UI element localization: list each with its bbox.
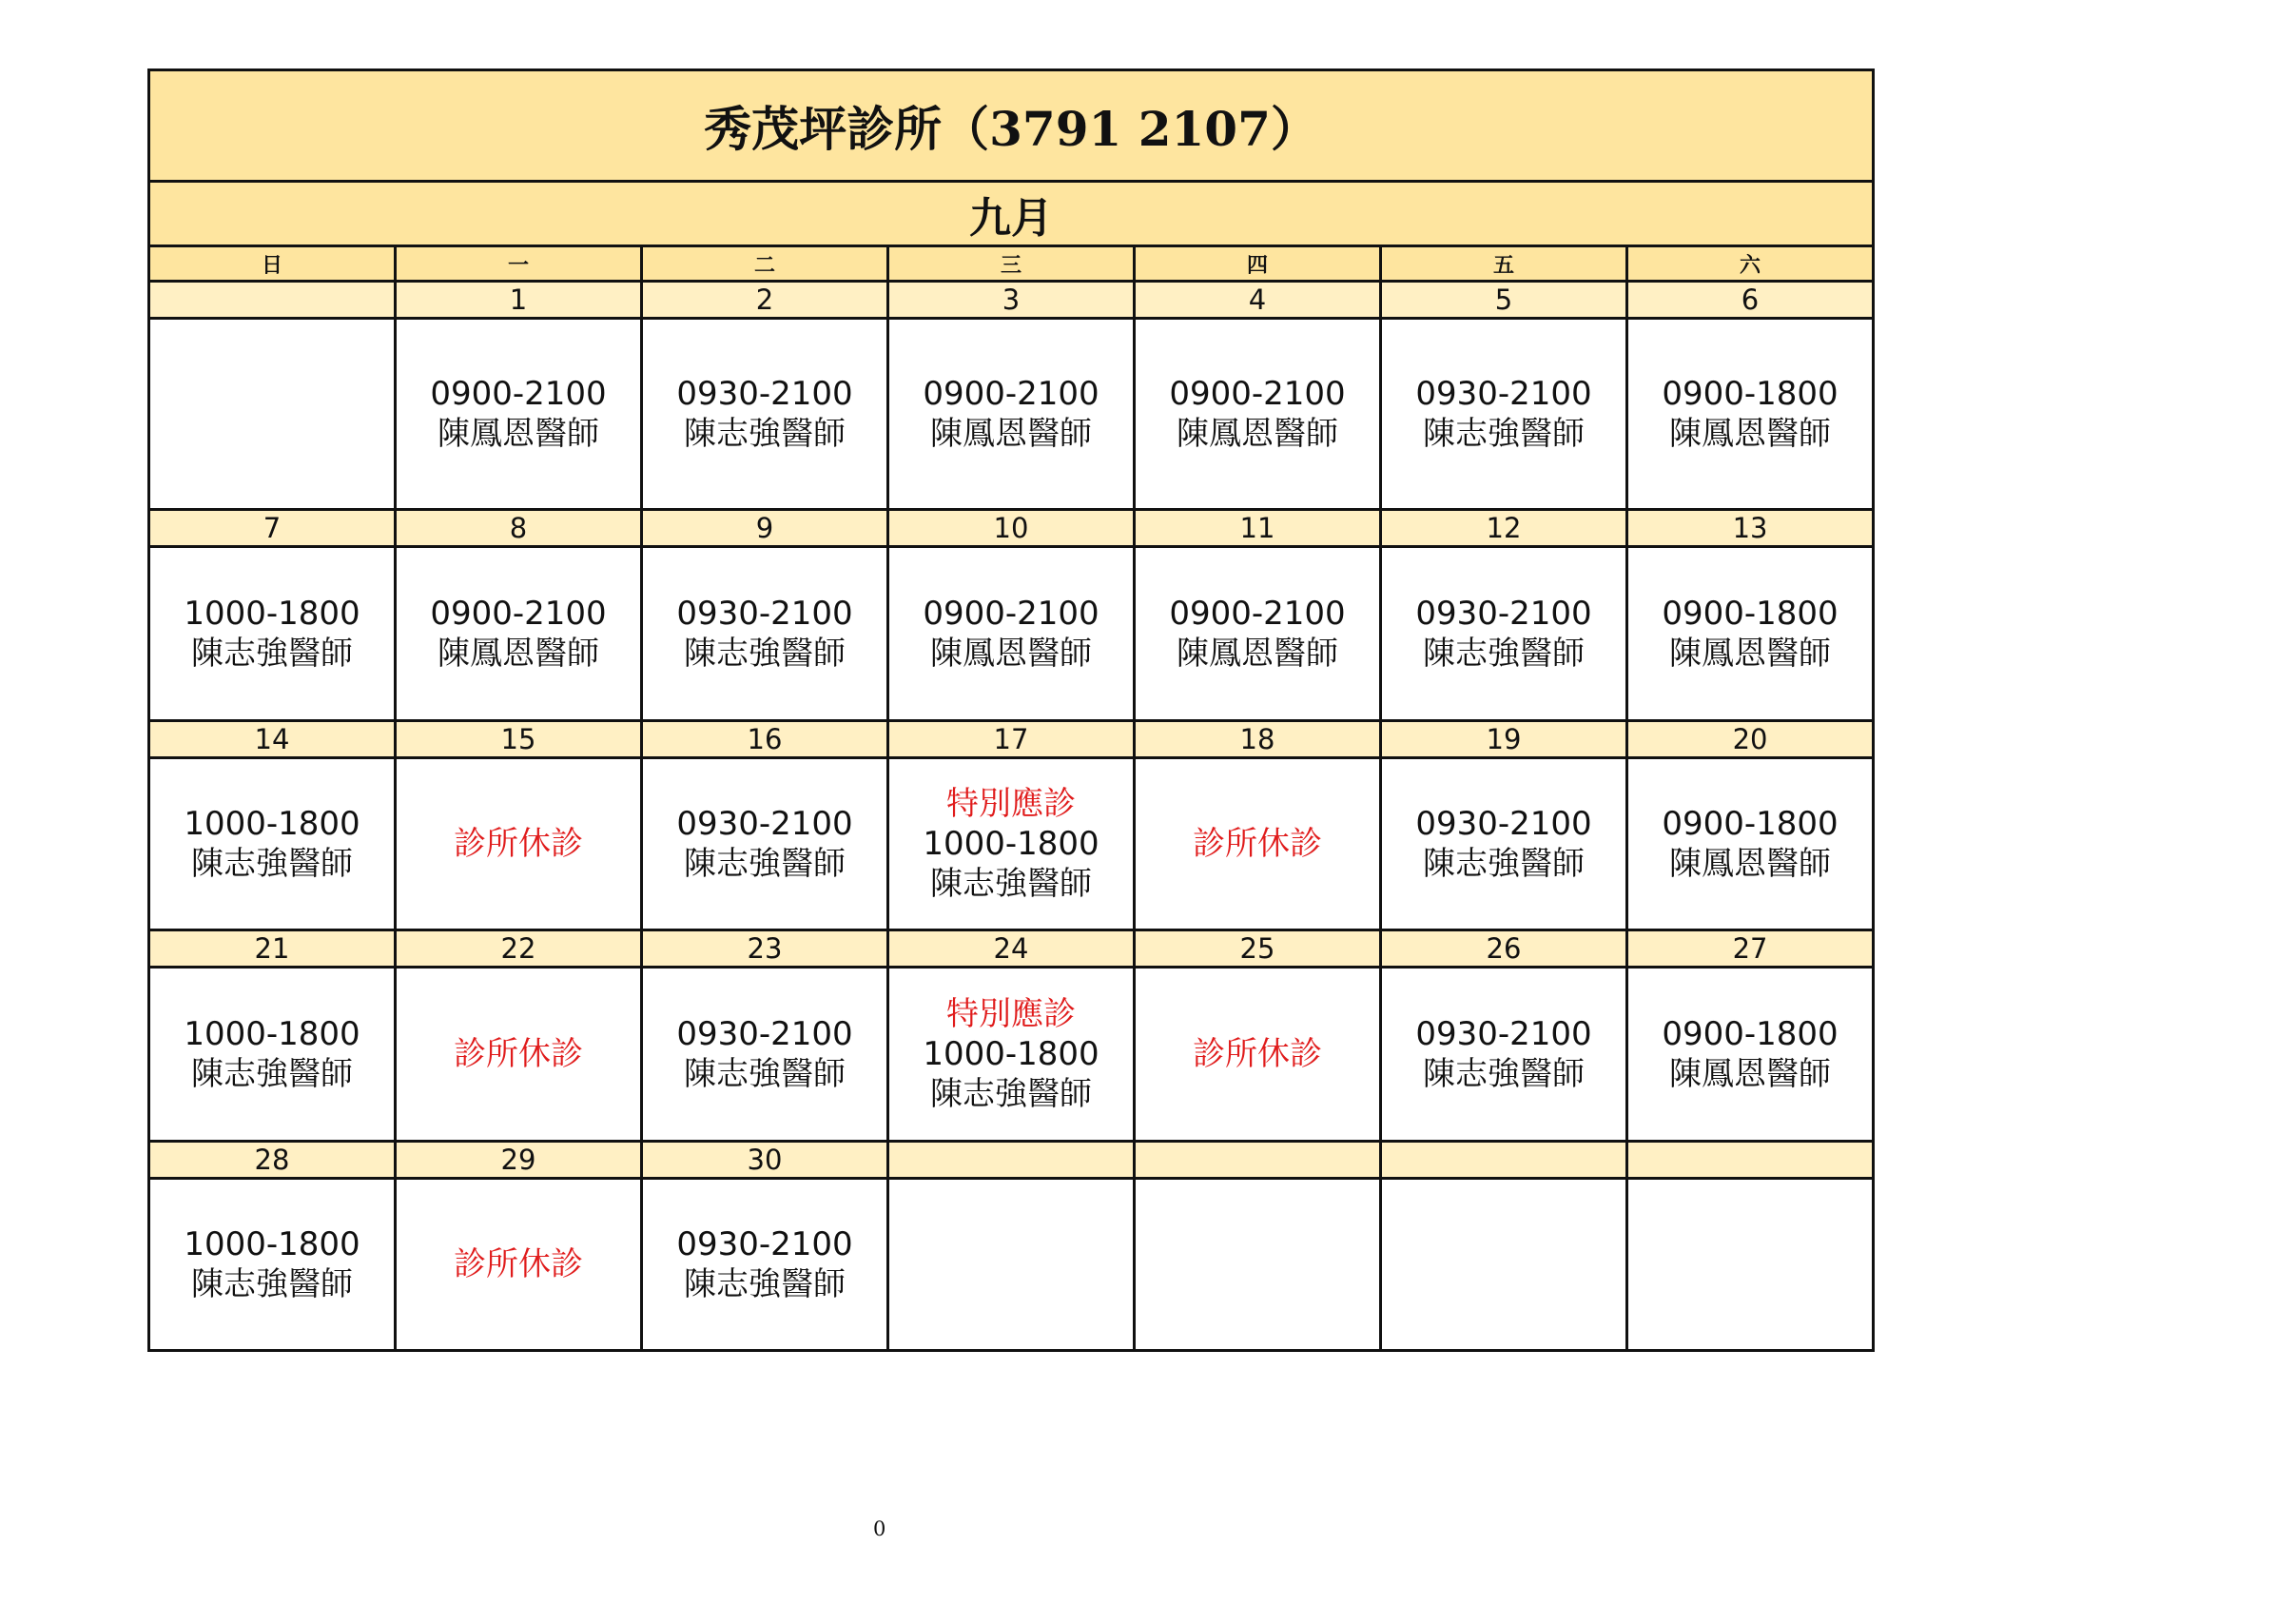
hours-text: 0900-1800 (1662, 805, 1839, 843)
schedule-cell (642, 1179, 888, 1351)
hours-text: 0930-2100 (676, 595, 853, 633)
closed-label: 診所休診 (454, 1245, 583, 1283)
schedule-cell (149, 1179, 396, 1351)
schedule-cell (396, 1179, 642, 1351)
schedule-cell (642, 968, 888, 1142)
date-cell: 2 (642, 282, 888, 319)
date-row (149, 721, 1874, 758)
date-cell: 4 (1135, 282, 1381, 319)
schedule-cell (149, 758, 396, 930)
hours-text: 0900-2100 (923, 595, 1099, 633)
date-cell (1135, 1142, 1381, 1179)
schedule-cell (888, 547, 1135, 721)
hours-text: 1000-1800 (184, 1225, 360, 1263)
closed-label: 診所休診 (1193, 1035, 1322, 1073)
date-cell (1381, 1142, 1627, 1179)
hours-text: 0930-2100 (1415, 1015, 1592, 1053)
page-number: 0 (873, 1517, 886, 1540)
schedule-cell (1627, 1179, 1874, 1351)
hours-text: 0900-1800 (1662, 1015, 1839, 1053)
date-cell: 21 (149, 930, 396, 968)
date-cell (1627, 1142, 1874, 1179)
doctor-name: 陳志強醫師 (684, 1055, 846, 1093)
hours-text: 0930-2100 (1415, 375, 1592, 413)
hours-text: 1000-1800 (923, 1035, 1099, 1073)
weekday-thu: 四 (1135, 246, 1381, 282)
date-cell: 29 (396, 1142, 642, 1179)
schedule-cell (642, 758, 888, 930)
clinic-title: 秀茂坪診所（3791 2107） (149, 70, 1874, 182)
date-cell: 1 (396, 282, 642, 319)
special-session-label: 特別應診 (946, 995, 1076, 1033)
schedule-cell (396, 319, 642, 510)
schedule-cell (1381, 1179, 1627, 1351)
weekday-sat: 六 (1627, 246, 1874, 282)
doctor-name: 陳志強醫師 (684, 845, 846, 883)
date-cell: 14 (149, 721, 396, 758)
schedule-cell (1627, 319, 1874, 510)
schedule-cell (1381, 547, 1627, 721)
weekday-sun: 日 (149, 246, 396, 282)
title-row (149, 70, 1874, 182)
schedule-cell (1135, 319, 1381, 510)
schedule-row (149, 1179, 1874, 1351)
schedule-row (149, 758, 1874, 930)
date-cell: 30 (642, 1142, 888, 1179)
month-row (149, 182, 1874, 246)
schedule-cell (1135, 968, 1381, 1142)
hours-text: 0900-1800 (1662, 375, 1839, 413)
schedule-cell (149, 968, 396, 1142)
doctor-name: 陳鳳恩醫師 (930, 635, 1092, 673)
date-cell: 23 (642, 930, 888, 968)
date-cell: 3 (888, 282, 1135, 319)
hours-text: 0900-2100 (430, 375, 607, 413)
weekday-tue: 二 (642, 246, 888, 282)
schedule-cell (149, 319, 396, 510)
hours-text: 0900-1800 (1662, 595, 1839, 633)
schedule-row (149, 547, 1874, 721)
date-cell: 28 (149, 1142, 396, 1179)
date-row (149, 930, 1874, 968)
date-cell: 20 (1627, 721, 1874, 758)
doctor-name: 陳鳳恩醫師 (438, 415, 599, 453)
date-row (149, 282, 1874, 319)
doctor-name: 陳志強醫師 (191, 1265, 353, 1303)
special-session-label: 特別應診 (946, 785, 1076, 823)
doctor-name: 陳志強醫師 (191, 1055, 353, 1093)
date-cell: 7 (149, 510, 396, 547)
schedule-cell (1135, 1179, 1381, 1351)
hours-text: 0900-2100 (430, 595, 607, 633)
schedule-cell (1381, 319, 1627, 510)
weekday-mon: 一 (396, 246, 642, 282)
schedule-row (149, 319, 1874, 510)
schedule-cell (1627, 758, 1874, 930)
doctor-name: 陳鳳恩醫師 (1669, 635, 1832, 673)
doctor-name: 陳鳳恩醫師 (930, 415, 1092, 453)
schedule-cell (888, 758, 1135, 930)
doctor-name: 陳志強醫師 (1423, 845, 1585, 883)
weekday-wed: 三 (888, 246, 1135, 282)
weekday-header-row (149, 246, 1874, 282)
schedule-cell (1135, 758, 1381, 930)
doctor-name: 陳鳳恩醫師 (1669, 415, 1832, 453)
hours-text: 0900-2100 (1169, 595, 1346, 633)
hours-text: 1000-1800 (184, 1015, 360, 1053)
schedule-cell (1135, 547, 1381, 721)
date-cell: 19 (1381, 721, 1627, 758)
hours-text: 0930-2100 (1415, 595, 1592, 633)
schedule-row (149, 968, 1874, 1142)
doctor-name: 陳志強醫師 (930, 1075, 1092, 1113)
schedule-cell (396, 758, 642, 930)
doctor-name: 陳鳳恩醫師 (1669, 1055, 1832, 1093)
doctor-name: 陳志強醫師 (684, 1265, 846, 1303)
schedule-cell (642, 319, 888, 510)
hours-text: 1000-1800 (184, 595, 360, 633)
closed-label: 診所休診 (454, 1035, 583, 1073)
date-cell (149, 282, 396, 319)
doctor-name: 陳志強醫師 (191, 635, 353, 673)
hours-text: 0930-2100 (676, 805, 853, 843)
closed-label: 診所休診 (454, 825, 583, 863)
date-cell: 24 (888, 930, 1135, 968)
date-cell: 12 (1381, 510, 1627, 547)
date-cell: 16 (642, 721, 888, 758)
weekday-fri: 五 (1381, 246, 1627, 282)
date-cell: 17 (888, 721, 1135, 758)
hours-text: 0930-2100 (1415, 805, 1592, 843)
date-cell: 15 (396, 721, 642, 758)
date-cell: 5 (1381, 282, 1627, 319)
date-cell (888, 1142, 1135, 1179)
doctor-name: 陳鳳恩醫師 (1177, 415, 1338, 453)
doctor-name: 陳鳳恩醫師 (1177, 635, 1338, 673)
doctor-name: 陳志強醫師 (1423, 1055, 1585, 1093)
hours-text: 0930-2100 (676, 1225, 853, 1263)
clinic-schedule-table (147, 68, 1875, 1352)
doctor-name: 陳志強醫師 (1423, 635, 1585, 673)
hours-text: 1000-1800 (923, 825, 1099, 863)
doctor-name: 陳志強醫師 (930, 865, 1092, 903)
date-cell: 8 (396, 510, 642, 547)
doctor-name: 陳志強醫師 (1423, 415, 1585, 453)
schedule-cell (888, 968, 1135, 1142)
doctor-name: 陳鳳恩醫師 (438, 635, 599, 673)
date-cell: 11 (1135, 510, 1381, 547)
schedule-cell (642, 547, 888, 721)
schedule-cell (888, 1179, 1135, 1351)
hours-text: 0900-2100 (923, 375, 1099, 413)
date-cell: 6 (1627, 282, 1874, 319)
schedule-cell (1381, 758, 1627, 930)
schedule-cell (396, 547, 642, 721)
schedule-cell (396, 968, 642, 1142)
date-cell: 25 (1135, 930, 1381, 968)
schedule-cell (1627, 547, 1874, 721)
date-cell: 26 (1381, 930, 1627, 968)
doctor-name: 陳志強醫師 (191, 845, 353, 883)
doctor-name: 陳志強醫師 (684, 635, 846, 673)
date-row (149, 510, 1874, 547)
schedule-cell (149, 547, 396, 721)
date-cell: 9 (642, 510, 888, 547)
date-cell: 22 (396, 930, 642, 968)
closed-label: 診所休診 (1193, 825, 1322, 863)
schedule-cell (1627, 968, 1874, 1142)
month-title: 九月 (149, 182, 1874, 246)
schedule-cell (1381, 968, 1627, 1142)
doctor-name: 陳志強醫師 (684, 415, 846, 453)
hours-text: 0930-2100 (676, 1015, 853, 1053)
schedule-cell (888, 319, 1135, 510)
date-cell: 27 (1627, 930, 1874, 968)
hours-text: 0900-2100 (1169, 375, 1346, 413)
hours-text: 1000-1800 (184, 805, 360, 843)
doctor-name: 陳鳳恩醫師 (1669, 845, 1832, 883)
schedule-body (149, 70, 1874, 1351)
date-row (149, 1142, 1874, 1179)
date-cell: 18 (1135, 721, 1381, 758)
hours-text: 0930-2100 (676, 375, 853, 413)
date-cell: 10 (888, 510, 1135, 547)
date-cell: 13 (1627, 510, 1874, 547)
